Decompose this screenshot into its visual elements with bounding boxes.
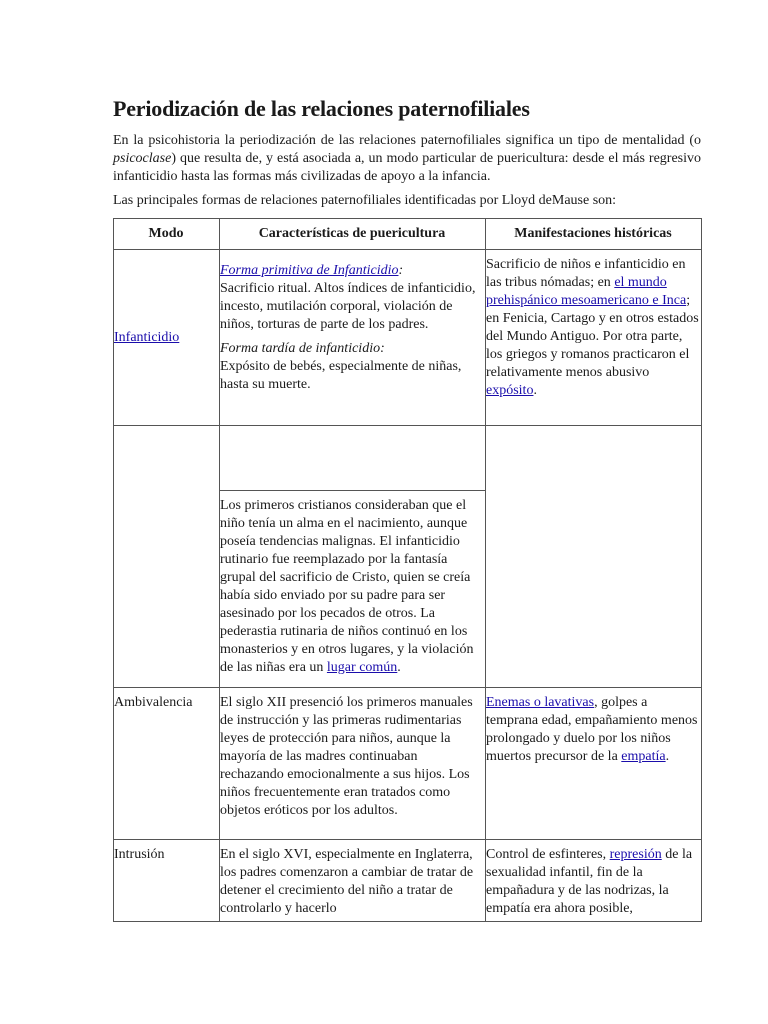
exposito-link[interactable]: expósito xyxy=(486,383,534,398)
characteristics-cell: En el siglo XVI, especialmente en Inglaterra, los padres comenzaron a cambiar de tratar de detener el crecimiento del niño a tratar de controlarlo y hacerlo xyxy=(220,840,486,922)
characteristics-text: Los primeros cristianos consideraban que el niño tenía un alma en el nacimiento, aunque poseía tendencias malignas. El infanticidio rutinario fue reemplazado por la fantasía grupal del sacrificio de Cristo, quien se creía había sido enviado por su padre para ser asesinado por los pecados de otros. La pederastia rutinaria de niños continuó en los monasterios y en otros lugares, y la violación de las niñas era un xyxy=(220,498,474,675)
table-row xyxy=(114,250,702,426)
characteristics-cell xyxy=(220,250,486,426)
intro-italic-term: psicoclase xyxy=(113,151,172,166)
manifestation-text: Sacrificio de niños e infanticidio en las tribus nómadas; en xyxy=(486,257,686,290)
late-infanticide-text: Expósito de bebés, especialmente de niñas, hasta su muerte. xyxy=(220,359,462,392)
manifestation-text: , golpes a temprana edad, empañamiento menos prolongado y duelo por los niños muertos precursor de la xyxy=(486,695,698,764)
manifestations-cell xyxy=(486,840,702,922)
characteristics-block xyxy=(220,262,484,334)
document-page xyxy=(113,96,701,922)
table-row xyxy=(114,688,702,840)
characteristics-cell xyxy=(220,426,486,688)
mode-cell: Intrusión xyxy=(114,840,220,922)
mode-cell xyxy=(114,426,220,688)
intro-paragraph-2: Las principales formas de relaciones paternofiliales identificadas por Lloyd deMause son: xyxy=(113,193,617,208)
characteristics-text: Sacrificio ritual. Altos índices de infanticidio, incesto, mutilación corporal, violación de niños, torturas de parte de los padres. xyxy=(220,281,476,332)
late-infanticide-label: Forma tardía de infanticidio: xyxy=(220,341,385,356)
intro-paragraph xyxy=(113,132,701,186)
header-manifestations: Manifestaciones históricas xyxy=(486,219,702,250)
manifestation-text: Control de esfinteres, xyxy=(486,847,610,862)
periodization-table xyxy=(113,218,702,922)
primitive-infanticide-link[interactable]: Forma primitiva de Infanticidio xyxy=(220,263,399,278)
characteristics-block xyxy=(220,491,484,677)
lugar-comun-link[interactable]: lugar común xyxy=(326,660,398,675)
mode-cell: Ambivalencia xyxy=(114,688,220,840)
period: . xyxy=(533,383,537,398)
table-row xyxy=(114,840,702,922)
manifestation-text-2: ; en Fenicia, Cartago y en otros estados del Mundo Antiguo. Por otra parte, los griegos y romanos practicaron el relativamente menos abusivo xyxy=(486,293,699,380)
mode-link-infanticidio[interactable]: Infanticidio xyxy=(114,329,180,345)
mesoamerican-link[interactable]: el mundo prehispánico mesoamericano e Inca xyxy=(486,275,687,308)
manifestations-cell xyxy=(486,426,702,688)
manifestation-text-2: de la sexualidad infantil, fin de la empañadura y de las nodrizas, la empatía era ahora posible, xyxy=(486,847,693,916)
colon: : xyxy=(398,263,404,278)
period: . xyxy=(665,749,670,764)
late-infanticide-block xyxy=(220,340,484,394)
intro-text: En la psicohistoria la periodización de las relaciones paternofiliales significa un tipo de mentalidad (o xyxy=(113,133,701,148)
page-title: Periodización de las relaciones paternofiliales xyxy=(113,96,530,121)
period: . xyxy=(397,660,401,675)
header-mode: Modo xyxy=(114,219,220,250)
intro-text-end: ) que resulta de, y está asociada a, un modo particular de puericultura: desde el más regresivo infanticidio hasta las formas más civilizadas de apoyo a la infancia. xyxy=(113,151,701,184)
manifestations-cell xyxy=(486,688,702,840)
table-header-row xyxy=(114,219,702,250)
characteristics-cell: El siglo XII presenció los primeros manuales de instrucción y las primeras rudimentarias leyes de protección para niños, aunque la mayoría de las madres continuaban rechazando emocionalmente a sus hijos. Los niños frecuentemente eran tratados como objetos eróticos por los adultos. xyxy=(220,688,486,840)
enemas-link[interactable]: Enemas o lavativas xyxy=(486,695,595,710)
table-row xyxy=(114,426,702,688)
represion-link[interactable]: represión xyxy=(609,847,662,862)
empty-subcell xyxy=(219,426,485,491)
empatia-link[interactable]: empatía xyxy=(621,749,666,764)
mode-cell xyxy=(114,250,220,426)
manifestations-cell xyxy=(486,250,702,426)
header-characteristics: Características de puericultura xyxy=(220,219,486,250)
